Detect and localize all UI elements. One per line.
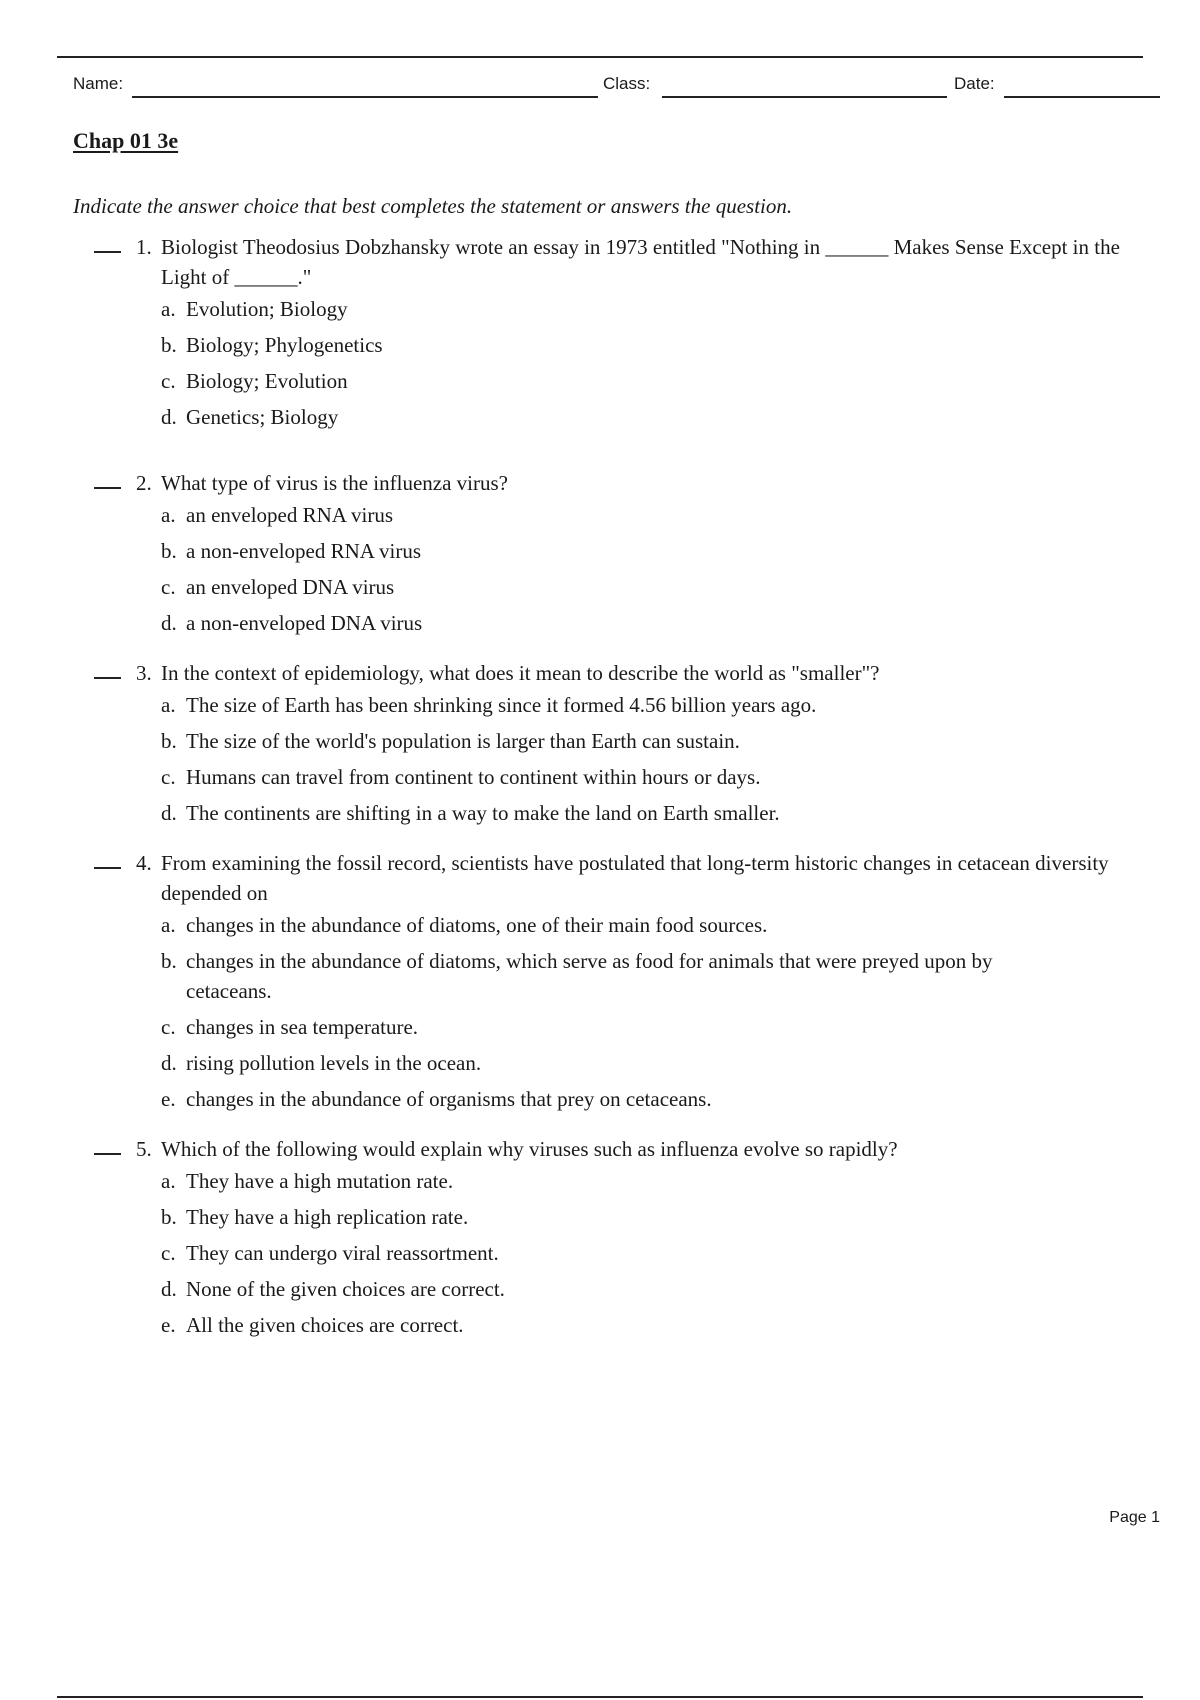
choice-text: None of the given choices are correct.	[186, 1277, 505, 1301]
question-stem	[136, 468, 1146, 498]
choice-letter: a.	[161, 1169, 176, 1193]
name-label: Name:	[73, 74, 124, 93]
choice-text: Evolution; Biology	[186, 297, 348, 321]
question-2	[0, 468, 1200, 638]
choice[interactable]	[161, 1310, 1061, 1340]
choice-text: The size of the world's population is larger than Earth can sustain.	[186, 729, 740, 753]
class-label: Class:	[603, 74, 651, 93]
choice[interactable]	[161, 1048, 1061, 1078]
choice-text: They can undergo viral reassortment.	[186, 1241, 499, 1265]
question-text: Which of the following would explain why viruses such as influenza evolve so rapidly?	[161, 1137, 898, 1161]
choice[interactable]	[161, 1202, 1061, 1232]
question-number: 5.	[136, 1137, 152, 1161]
date-field[interactable]	[1004, 96, 1160, 98]
answer-blank[interactable]	[94, 1153, 121, 1155]
choice-letter: b.	[161, 949, 177, 973]
question-text: Biologist Theodosius Dobzhansky wrote an essay in 1973 entitled "Nothing in ______ Makes Sense Except in the Light of ______."	[161, 235, 1120, 289]
choice-text: a non-enveloped RNA virus	[186, 539, 422, 563]
choice-text: All the given choices are correct.	[186, 1313, 464, 1337]
choice-letter: c.	[161, 1015, 176, 1039]
choice-text: an enveloped DNA virus	[186, 575, 395, 599]
choice[interactable]	[161, 330, 1061, 360]
choice-text: The continents are shifting in a way to make the land on Earth smaller.	[186, 801, 780, 825]
question-4	[0, 848, 1200, 1114]
question-number: 4.	[136, 851, 152, 875]
choice-text: Genetics; Biology	[186, 405, 339, 429]
choice-letter: b.	[161, 333, 177, 357]
choice-letter: a.	[161, 693, 176, 717]
choice[interactable]	[161, 726, 1061, 756]
choice-letter: a.	[161, 503, 176, 527]
answer-blank[interactable]	[94, 867, 121, 869]
choice-text: changes in the abundance of diatoms, one of their main food sources.	[186, 913, 768, 937]
question-text: In the context of epidemiology, what does it mean to describe the world as "smaller"?	[161, 661, 880, 685]
question-stem	[136, 658, 1146, 688]
choice-letter: a.	[161, 297, 176, 321]
choice[interactable]	[161, 798, 1061, 828]
choice[interactable]	[161, 1238, 1061, 1268]
question-stem	[136, 1134, 1146, 1164]
choice-text: Humans can travel from continent to continent within hours or days.	[186, 765, 761, 789]
choice[interactable]	[161, 500, 1061, 530]
choice-text: Biology; Evolution	[186, 369, 348, 393]
question-text: From examining the fossil record, scientists have postulated that long-term historic changes in cetacean diversity depended on	[161, 851, 1109, 905]
choice-list	[161, 1166, 1061, 1340]
choice[interactable]	[161, 608, 1061, 638]
choice-letter: d.	[161, 611, 177, 635]
choice-text: a non-enveloped DNA virus	[186, 611, 423, 635]
question-1	[0, 232, 1200, 432]
choice-letter: e.	[161, 1313, 176, 1337]
answer-blank[interactable]	[94, 677, 121, 679]
choice-text: They have a high replication rate.	[186, 1205, 469, 1229]
choice-letter: d.	[161, 1051, 177, 1075]
question-number: 2.	[136, 471, 152, 495]
choice[interactable]	[161, 946, 1061, 1006]
choice[interactable]	[161, 536, 1061, 566]
top-rule	[57, 56, 1143, 58]
choice[interactable]	[161, 294, 1061, 324]
choice-text: changes in sea temperature.	[186, 1015, 419, 1039]
choice[interactable]	[161, 762, 1061, 792]
choice-text: They have a high mutation rate.	[186, 1169, 454, 1193]
question-number: 3.	[136, 661, 152, 685]
choice-list	[161, 910, 1061, 1114]
question-stem	[136, 848, 1146, 908]
choice[interactable]	[161, 690, 1061, 720]
page-number: Page 1	[1109, 1509, 1160, 1526]
choice-text: Biology; Phylogenetics	[186, 333, 383, 357]
question-5	[0, 1134, 1200, 1340]
choice[interactable]	[161, 910, 1061, 940]
instructions: Indicate the answer choice that best completes the statement or answers the question.	[73, 194, 793, 218]
question-3	[0, 658, 1200, 828]
choice-letter: c.	[161, 765, 176, 789]
student-info-header	[0, 74, 1200, 100]
choice-letter: d.	[161, 1277, 177, 1301]
question-text: What type of virus is the influenza virus?	[161, 471, 508, 495]
choice-list	[161, 500, 1061, 638]
choice-letter: b.	[161, 539, 177, 563]
choice-letter: b.	[161, 729, 177, 753]
choice-letter: c.	[161, 369, 176, 393]
choice-letter: c.	[161, 1241, 176, 1265]
choice-text: changes in the abundance of diatoms, which serve as food for animals that were preyed upon by cetaceans.	[186, 949, 993, 1003]
choice[interactable]	[161, 1166, 1061, 1196]
choice-letter: e.	[161, 1087, 176, 1111]
choice-letter: d.	[161, 405, 177, 429]
question-stem	[136, 232, 1146, 292]
choice-text: rising pollution levels in the ocean.	[186, 1051, 482, 1075]
choice-letter: c.	[161, 575, 176, 599]
choice-letter: d.	[161, 801, 177, 825]
choice[interactable]	[161, 366, 1061, 396]
choice-text: The size of Earth has been shrinking since it formed 4.56 billion years ago.	[186, 693, 817, 717]
choice[interactable]	[161, 402, 1061, 432]
choice[interactable]	[161, 1084, 1061, 1114]
choice-letter: b.	[161, 1205, 177, 1229]
name-field[interactable]	[132, 96, 598, 98]
bottom-rule	[57, 1696, 1143, 1698]
choice-text: changes in the abundance of organisms that prey on cetaceans.	[186, 1087, 712, 1111]
question-number: 1.	[136, 235, 152, 259]
choice-list	[161, 294, 1061, 432]
choice-list	[161, 690, 1061, 828]
question-list	[0, 232, 1200, 1360]
choice-text: an enveloped RNA virus	[186, 503, 394, 527]
answer-blank[interactable]	[94, 487, 121, 489]
choice[interactable]	[161, 1274, 1061, 1304]
date-label: Date:	[954, 74, 995, 93]
page-title: Chap 01 3e	[73, 128, 179, 153]
class-field[interactable]	[662, 96, 947, 98]
choice-letter: a.	[161, 913, 176, 937]
answer-blank[interactable]	[94, 251, 121, 253]
choice[interactable]	[161, 572, 1061, 602]
choice[interactable]	[161, 1012, 1061, 1042]
